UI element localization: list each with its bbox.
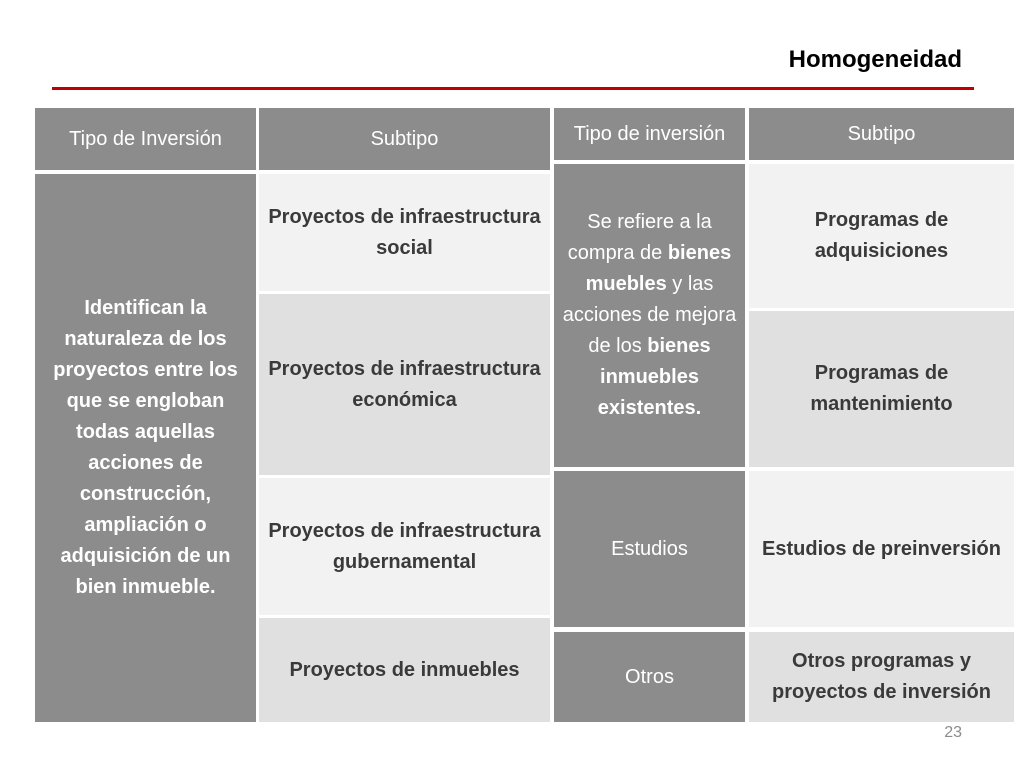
subtype-infra-social: Proyectos de infraestructura social [259, 174, 550, 291]
slide-title: Homogeneidad [788, 46, 962, 73]
subtype-infra-economica: Proyectos de infraestructura económica [259, 294, 550, 475]
right-type-description [554, 164, 745, 467]
subtype-otros: Otros programas y proyectos de inversión [749, 632, 1014, 722]
page-number: 23 [944, 724, 962, 741]
subtype-infra-gubernamental: Proyectos de infraestructura gubernamental [259, 478, 550, 615]
desc-part2: y las acciones de mejora de los [562, 273, 737, 357]
type-estudios: Estudios [554, 471, 745, 627]
subtype-inmuebles: Proyectos de inmuebles [259, 618, 550, 722]
subtype-adquisiciones: Programas de adquisiciones [749, 164, 1014, 308]
desc-bold2: bienes inmuebles existentes. [597, 335, 711, 419]
type-otros: Otros [554, 632, 745, 722]
desc-part1: Se refiere a la compra de [567, 211, 712, 264]
subtype-estudios: Estudios de preinversión [749, 471, 1014, 627]
title-divider [52, 87, 974, 90]
left-header-tipo: Tipo de Inversión [35, 108, 256, 170]
right-header-tipo: Tipo de inversión [554, 108, 745, 160]
desc-bold1: bienes muebles [585, 242, 732, 295]
right-header-subtipo: Subtipo [749, 108, 1014, 160]
subtype-mantenimiento: Programas de mantenimiento [749, 311, 1014, 467]
left-type-description: Identifican la naturaleza de los proyectos entre los que se engloban todas aquellas acciones de construcción, ampliación o adquisición de un bien inmueble. [35, 174, 256, 722]
right-type-description-text [558, 207, 741, 424]
left-header-subtipo: Subtipo [259, 108, 550, 170]
